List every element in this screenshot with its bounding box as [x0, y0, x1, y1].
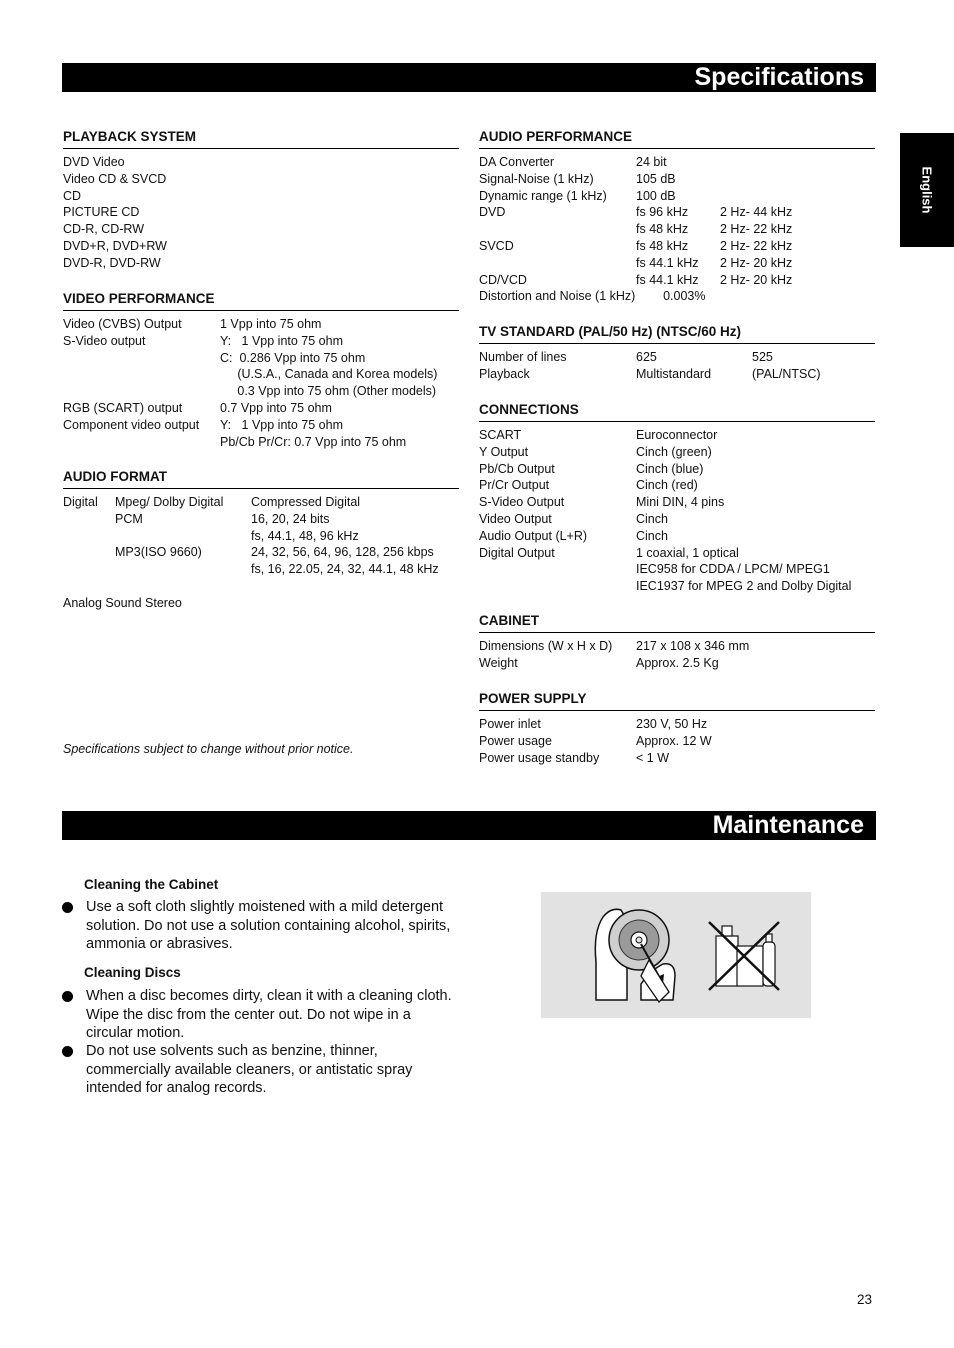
- section-title: TV STANDARD (PAL/50 Hz) (NTSC/60 Hz): [479, 324, 742, 339]
- spec-label: Audio Output (L+R): [479, 528, 588, 543]
- spec-value: < 1 W: [636, 750, 669, 765]
- spec-row: [63, 528, 459, 545]
- spec-label: RGB (SCART) output: [63, 400, 183, 415]
- spec-row: [479, 511, 875, 528]
- spec-label: DA Converter: [479, 155, 555, 169]
- maintenance-title: Maintenance: [705, 811, 864, 840]
- disc-wiping-illustration: [541, 892, 811, 1018]
- cleaning-cabinet-heading: Cleaning the Cabinet: [84, 877, 219, 892]
- spec-value: 2 Hz- 22 kHz: [720, 238, 793, 253]
- section-title: VIDEO PERFORMANCE: [63, 291, 215, 306]
- spec-row: [63, 434, 459, 451]
- spec-row: [479, 349, 875, 366]
- spec-label: Signal-Noise (1 kHz): [479, 171, 594, 186]
- spec-row: [63, 333, 459, 350]
- spec-label: Weight: [479, 655, 518, 670]
- spec-value: 0.3 Vpp into 75 ohm (Other models): [220, 384, 437, 399]
- section-title: CONNECTIONS: [479, 402, 579, 417]
- maintenance-title-bar: [62, 811, 876, 840]
- spec-value: PCM: [115, 511, 143, 526]
- list-item-text: Video CD & SVCD: [63, 171, 167, 186]
- spec-value: 2 Hz- 22 kHz: [720, 222, 793, 237]
- spec-value: fs 48 kHz: [636, 222, 689, 237]
- list-item-text: CD: [63, 188, 82, 203]
- distortion-row: [479, 288, 875, 305]
- spec-value: C: 0.286 Vpp into 75 ohm: [220, 350, 366, 365]
- spec-notice: Specifications subject to change without prior notice.: [63, 742, 354, 756]
- spec-row: [479, 716, 875, 733]
- spec-value: 230 V, 50 Hz: [636, 717, 708, 731]
- spec-row: [479, 255, 875, 272]
- spec-value: 2 Hz- 20 kHz: [720, 255, 793, 270]
- spec-value: 16, 20, 24 bits: [251, 511, 330, 526]
- spec-row: [479, 477, 875, 494]
- section-rule: [479, 343, 875, 344]
- spec-value: 2 Hz- 44 kHz: [720, 205, 793, 220]
- spec-value: Cinch (red): [636, 478, 698, 493]
- spec-value: 105 dB: [636, 171, 676, 186]
- spec-value: fs 48 kHz: [636, 238, 689, 253]
- spec-label: Pb/Cb Output: [479, 461, 555, 476]
- spec-value: Y: 1 Vpp into 75 ohm: [220, 333, 343, 348]
- spec-value: Cinch: [636, 511, 668, 526]
- spec-row: [479, 188, 875, 205]
- spec-row: [479, 578, 875, 595]
- spec-value: 100 dB: [636, 188, 676, 203]
- spec-row: [479, 750, 875, 767]
- spec-label: Pr/Cr Output: [479, 478, 550, 493]
- specifications-title: Specifications: [687, 63, 865, 92]
- spec-label: SVCD: [479, 238, 514, 253]
- section-title: AUDIO PERFORMANCE: [479, 129, 633, 144]
- spec-row: [479, 545, 875, 562]
- section-rule: [479, 710, 875, 711]
- section-rule: [479, 421, 875, 422]
- section-title: CABINET: [479, 613, 539, 628]
- bullet-dot: [62, 991, 73, 1002]
- spec-value: 217 x 108 x 346 mm: [636, 639, 750, 653]
- bullet-dot: [62, 1046, 73, 1057]
- spec-value: fs, 44.1, 48, 96 kHz: [251, 528, 359, 543]
- spec-value: Cinch: [636, 528, 668, 543]
- spec-row: [479, 444, 875, 461]
- section-title: AUDIO FORMAT: [63, 469, 167, 484]
- section-rule: [63, 148, 459, 149]
- spec-label: Power usage standby: [479, 750, 600, 765]
- list-item: [63, 238, 459, 255]
- spec-value: Mini DIN, 4 pins: [636, 495, 725, 510]
- spec-row: [63, 511, 459, 528]
- spec-row: [63, 350, 459, 367]
- cleaning-illustration: [541, 892, 811, 1018]
- power-supply-section: [479, 690, 875, 766]
- spec-label: Playback: [479, 366, 530, 381]
- list-item: [63, 204, 459, 221]
- list-item: [63, 221, 459, 238]
- spec-row: [63, 561, 459, 578]
- list-item-text: DVD+R, DVD+RW: [63, 238, 167, 253]
- spec-value: fs 44.1 kHz: [636, 272, 699, 287]
- list-item-text: DVD-R, DVD-RW: [63, 255, 161, 270]
- spec-label: Video (CVBS) Output: [63, 317, 182, 331]
- spec-row: [479, 204, 875, 221]
- spec-value: Euroconnector: [636, 428, 718, 442]
- spec-value: 0.7 Vpp into 75 ohm: [220, 400, 332, 415]
- spec-row: [479, 238, 875, 255]
- section-title: PLAYBACK SYSTEM: [63, 129, 197, 144]
- tv-standard-section: [479, 323, 875, 383]
- cabinet-section: [479, 612, 875, 672]
- spec-value: IEC958 for CDDA / LPCM/ MPEG1: [636, 562, 830, 577]
- spec-value: fs 44.1 kHz: [636, 255, 699, 270]
- spec-value: 2 Hz- 20 kHz: [720, 272, 793, 287]
- spec-value: Approx. 12 W: [636, 733, 712, 748]
- spec-value: Pb/Cb Pr/Cr: 0.7 Vpp into 75 ohm: [220, 434, 407, 449]
- spec-row: [63, 544, 459, 561]
- section-rule: [63, 488, 459, 489]
- analog-sound-row: [63, 595, 459, 612]
- list-item: [63, 188, 459, 205]
- spec-value: 24, 32, 56, 64, 96, 128, 256 kbps: [251, 545, 434, 560]
- audio-performance-section: [479, 128, 875, 305]
- list-item: [63, 171, 459, 188]
- spec-row: [479, 494, 875, 511]
- spec-value: 24 bit: [636, 155, 667, 169]
- spec-value: (U.S.A., Canada and Korea models): [220, 367, 438, 382]
- spec-row: [479, 154, 875, 171]
- audio-format-section: [63, 468, 459, 612]
- list-item: [63, 255, 459, 272]
- spec-value: MP3(ISO 9660): [115, 545, 202, 560]
- spec-value: Cinch (green): [636, 444, 712, 459]
- page-number: 23: [857, 1292, 873, 1307]
- video-performance-section: [63, 290, 459, 450]
- spec-value: 525: [752, 350, 773, 364]
- spec-row: [479, 528, 875, 545]
- specifications-title-bar: [62, 63, 876, 92]
- spec-row: [479, 733, 875, 750]
- list-item: [63, 154, 459, 171]
- spec-row: [479, 427, 875, 444]
- bullet-dot: [62, 902, 73, 913]
- spec-row: [479, 171, 875, 188]
- spec-value: Compressed Digital: [251, 495, 361, 509]
- spec-row: [63, 366, 459, 383]
- bullet-text: Use a soft cloth slightly moistened with a mild detergent solution. Do not use a solution containing alcohol, spirits, ammonia or abrasives.: [86, 899, 451, 952]
- spec-value: 1 Vpp into 75 ohm: [220, 317, 322, 331]
- spec-value: IEC1937 for MPEG 2 and Dolby Digital: [636, 579, 852, 594]
- spec-label: Y Output: [479, 444, 529, 459]
- language-tab-label: English: [919, 166, 935, 214]
- analog-sound: Analog Sound Stereo: [63, 595, 182, 610]
- distortion: Distortion and Noise (1 kHz) 0.003%: [479, 289, 706, 304]
- spec-row: [479, 561, 875, 578]
- spec-row: [479, 461, 875, 478]
- section-title: POWER SUPPLY: [479, 691, 587, 706]
- spec-label: Video Output: [479, 511, 552, 526]
- spec-row: [63, 417, 459, 434]
- section-rule: [479, 632, 875, 633]
- section-rule: [63, 310, 459, 311]
- spec-row: [63, 316, 459, 333]
- spec-value: Y: 1 Vpp into 75 ohm: [220, 417, 343, 432]
- spec-row: [479, 366, 875, 383]
- spec-label: S-Video output: [63, 333, 146, 348]
- spec-row: [479, 638, 875, 655]
- spec-row: [479, 655, 875, 672]
- spec-row: [479, 272, 875, 289]
- spec-label: SCART: [479, 428, 522, 442]
- cleaning-discs-heading: Cleaning Discs: [84, 965, 181, 980]
- spec-label: Power usage: [479, 733, 552, 748]
- spec-value: Multistandard: [636, 366, 712, 381]
- spec-value: 625: [636, 350, 657, 364]
- spec-value: fs, 16, 22.05, 24, 32, 44.1, 48 kHz: [251, 562, 439, 577]
- spec-label: Dimensions (W x H x D): [479, 639, 613, 653]
- language-tab: [900, 133, 954, 247]
- spec-value: Cinch (blue): [636, 461, 704, 476]
- spec-label: Component video output: [63, 417, 200, 432]
- spec-row: [63, 400, 459, 417]
- list-item-text: DVD Video: [63, 155, 125, 169]
- spec-label: Digital Output: [479, 545, 555, 560]
- bullet-text: Do not use solvents such as benzine, thinner, commercially available cleaners, or antistatic spray intended for analog records.: [86, 1043, 413, 1096]
- list-item-text: PICTURE CD: [63, 205, 140, 220]
- spec-label: S-Video Output: [479, 495, 565, 510]
- spec-label: DVD: [479, 205, 506, 220]
- spec-value: fs 96 kHz: [636, 205, 689, 220]
- spec-value: (PAL/NTSC): [752, 366, 821, 381]
- connections-section: [479, 401, 875, 595]
- spec-row: [479, 221, 875, 238]
- spec-label: Power inlet: [479, 717, 541, 731]
- spec-row: [63, 383, 459, 400]
- spec-label: Digital: [63, 495, 98, 509]
- spec-label: CD/VCD: [479, 272, 527, 287]
- playback-system-section: [63, 128, 459, 272]
- spec-value: 1 coaxial, 1 optical: [636, 545, 739, 560]
- list-item-text: CD-R, CD-RW: [63, 222, 145, 237]
- spec-label: Dynamic range (1 kHz): [479, 188, 607, 203]
- spec-value: Mpeg/ Dolby Digital: [115, 495, 224, 509]
- bullet-text: When a disc becomes dirty, clean it with a cleaning cloth. Wipe the disc from the center out. Do not wipe in a circular motion.: [86, 988, 452, 1041]
- spec-row: [63, 494, 459, 511]
- spec-value: Approx. 2.5 Kg: [636, 655, 719, 670]
- section-rule: [479, 148, 875, 149]
- spec-label: Number of lines: [479, 350, 567, 364]
